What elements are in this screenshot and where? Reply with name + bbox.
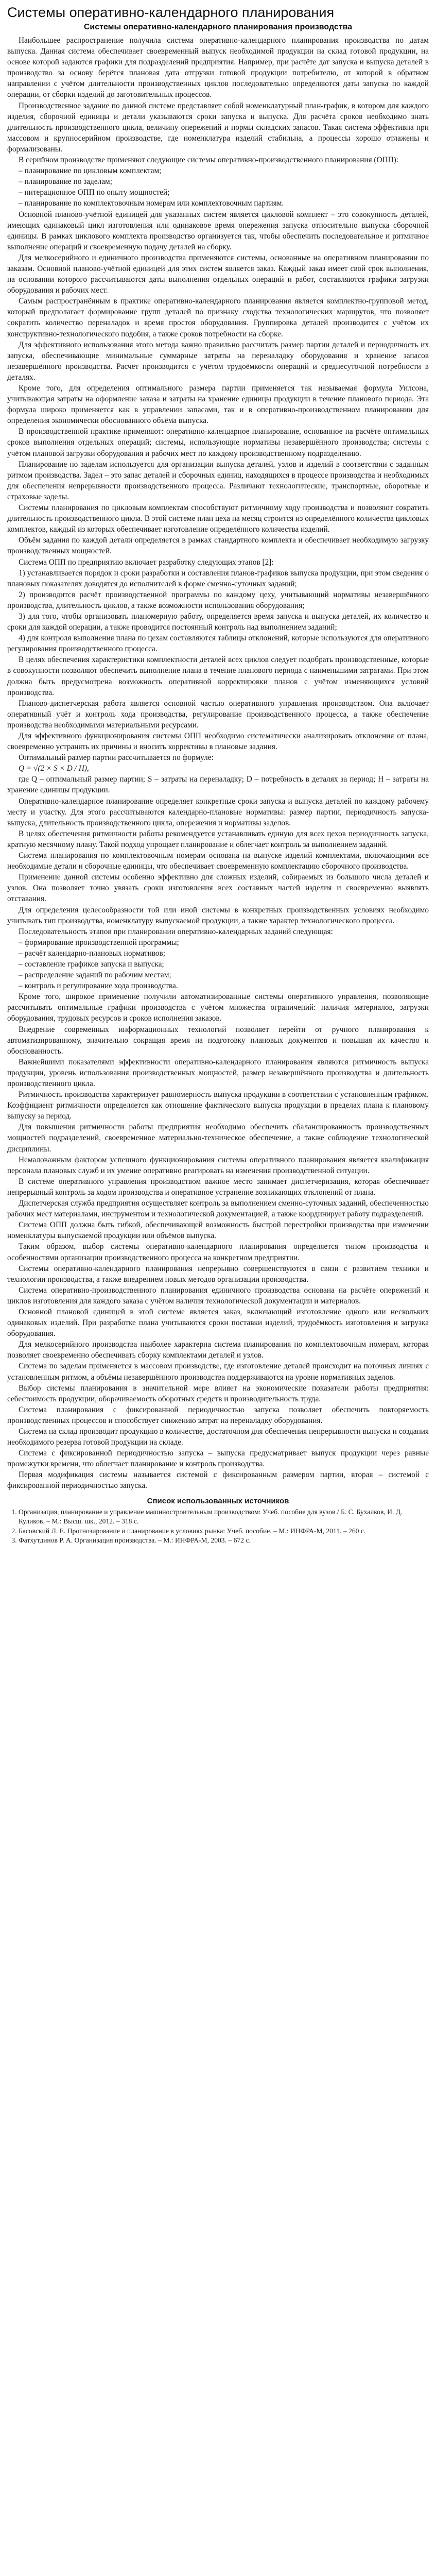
paragraph: В целях обеспечения ритмичности работы рекомендуется устанавливать единую для всех цехов периодичность запуска, кратную месячному плану. Такой подход упрощает планирование и облегчает контроль за выполнением заданий. <box>7 829 429 849</box>
list-item: 1) устанавливается порядок и сроки разработки и составления планов-графиков выпуска продукции, при этом сведения о плановых показателях доводятся до исполнителей в форме сменно-суточных заданий; <box>7 568 429 588</box>
paragraph: Выбор системы планирования в значительной мере влияет на экономические показатели работы предприятия: себестоимость продукции, оборачиваемость оборотных средств и производительность труда. <box>7 1383 429 1403</box>
list-item: – планирование по цикловым комплектам; <box>19 166 162 176</box>
list-item: – формирование производственной программы; <box>19 938 179 947</box>
paragraph: Кроме того, для определения оптимального размера партии применяется так называемая формула Уилсона, учитывающая затраты на оформление заказа и затраты на хранение единицы продукции в течение планового периода. Эта формула широко применяется как в управлении запасами, так и в оперативно-производственном планировании для определения экономически обоснованного объёма выпуска. <box>7 384 429 426</box>
paragraph: Система планирования с фиксированной периодичностью запуска позволяет обеспечить повторяемость производственных процессов и способствует снижению затрат на переналадку оборудования. <box>7 1405 429 1425</box>
paragraph: Основной планово-учётной единицей для указанных систем является цикловой комплект – это совокупность деталей, имеющих одинаковый цикл изготовления или одинаковое время опережения запуска относительно выпуска сборочной единицы. В рамках циклового комплекта производство организуется так, чтобы обеспечить последовательное и ритмичное выполнение операций и своевременную подачу деталей на сборку. <box>7 210 429 251</box>
list-item: – распределение заданий по рабочим местам; <box>19 971 171 980</box>
paragraph: Планово-диспетчерская работа является основной частью оперативного управления производством. Она включает оперативный учёт и контроль хода производства, регулирование производственного процесса, а также обеспечение производства необходимыми материальными ресурсами. <box>7 699 429 730</box>
paragraph: Система ОПП по предприятию включает разработку следующих этапов [2]: <box>19 557 274 567</box>
article-body <box>7 35 429 1492</box>
paragraph: Производственное задание по данной системе представляет собой номенклатурный план-график, в котором для каждого изделия, сборочной единицы и детали указываются сроки запуска и выпуска. Для расчёта сроков необходимо знать длительность производственного цикла, величину опережений и нормы складских запасов. Такая система эффективна при массовом и крупносерийном производстве, где номенклатура изделий стабильна, а процессы хорошо отлажены и формализованы. <box>7 101 429 154</box>
list-item: 4) для контроля выполнения плана по цехам составляются таблицы отклонений, которые используются для оперативного регулирования производственного процесса. <box>7 634 429 654</box>
paragraph: Для эффективного использования этого метода важно правильно рассчитать размер партии деталей и периодичность их запуска, обеспечивающие минимальные суммарные затраты на переналадку оборудования и хранение запасов незавершённого производства. Расчёт производится с учётом трудоёмкости операций и среднесуточной потребности в деталях. <box>7 340 429 382</box>
list-item: 2) производится расчёт производственной программы по каждому цеху, учитывающий нормативы незавершённого производства, длительность циклов, а также возможности использования оборудования; <box>7 590 429 610</box>
paragraph: В производственной практике применяют: оперативно-календарное планирование, основанное на расчёте оптимальных сроков выполнения отдельных операций; системы, использующие нормативы незавершённого производства; системы с учётом плановой загрузки оборудования и рабочих мест по каждому производственному подразделению. <box>7 427 429 458</box>
paragraph: Система оперативно-производственного планирования единичного производства основана на расчёте опережений и циклов изготовления для каждого заказа с учётом наличия технологической документации и материалов. <box>7 1285 429 1306</box>
paragraph: Оптимальный размер партии рассчитывается по формуле: <box>19 753 214 762</box>
reference-item: 3. Фатхутдинов Р. А. Организация производства. – М.: ИНФРА-М, 2003. – 672 с. <box>19 1536 429 1546</box>
list-item: – планирование по комплектовочным номерам или комплектовочным партиям. <box>19 199 284 208</box>
paragraph: Системы оперативно-календарного планирования непрерывно совершенствуются в связи с развитием техники и технологии производства, а также внедрением новых методов организации производства. <box>7 1264 429 1284</box>
paragraph: Важнейшими показателями эффективности оперативно-календарного планирования являются ритмичность выпуска продукции, уровень использования производственных мощностей, размер незавершённого производства и длительность производственного цикла. <box>7 1057 429 1088</box>
paragraph: Ритмичность производства характеризует равномерность выпуска продукции в соответствии с установленным графиком. Коэффициент ритмичности определяется как отношение фактического выпуска продукции в пределах плана к плановому выпуску за период. <box>7 1090 429 1121</box>
paragraph: Немаловажным фактором успешного функционирования системы оперативного планирования является квалификация персонала плановых служб и их умение оперативно реагировать на изменения производственной ситуации. <box>7 1155 429 1175</box>
paragraph: Применение данной системы особенно эффективно для сложных изделий, собираемых из большого числа деталей и узлов. Она позволяет точно увязать сроки изготовления всех составных частей изделия и своевременно выявлять отставания. <box>7 873 429 904</box>
paragraph: Системы планирования по цикловым комплектам способствуют ритмичному ходу производства и позволяют сократить длительность производственного цикла. В этой системе план цеха на месяц строится из определённого количества цикловых комплектов, каждый из которых обеспечивает изготовление определённого количества изделий. <box>7 503 429 534</box>
paragraph: Наибольшее распространение получила система оперативно-календарного планирования производства по датам выпуска. Данная система обеспечивает своевременный выпуск необходимой продукции на склад готовой продукции, на основе которой задаются графики для подразделений предприятия. Например, при расчёте дат запуска и выпуска деталей в производство за основу берётся плановая дата отгрузки готовой продукции потребителю, от которой в обратном направлении с учётом длительности производственных циклов последовательно определяются даты запуска по каждой операции, от сборки изделий до заготовительных процессов. <box>7 36 429 99</box>
paragraph: Система с фиксированной периодичностью запуска – выпуска предусматривает выпуск продукции через равные промежутки времени, что облегчает планирование и контроль производства. <box>7 1449 429 1469</box>
references-section <box>7 1497 429 1546</box>
reference-item: 2. Басовский Л. Е. Прогнозирование и планирование в условиях рынка: Учеб. пособие. – М.: ИНФРА-М, 2011. – 260 с. <box>19 1527 429 1536</box>
section-title: Системы оперативно-календарного планирования производства <box>83 23 353 31</box>
reference-item: 1. Организация, планирование и управление машиностроительным производством: Учеб. пособие для вузов / Б. С. Бухалков, И. Д. Куликов. – М.: Высш. шк., 2012. – 318 с. <box>19 1507 429 1527</box>
paragraph: Таким образом, выбор системы оперативно-календарного планирования определяется типом производства и особенностями организации производственного процесса на конкретном предприятии. <box>7 1242 429 1262</box>
paragraph: Для мелкосерийного и единичного производства применяются системы, основанные на оперативном планировании по заказам. Основной планово-учётной единицей для этих систем является заказ. Каждый заказ имеет свой срок выполнения, на основании которого рассчитываются даты выполнения отдельных операций и работ, составляются графики загрузки оборудования и рабочих мест. <box>7 253 429 295</box>
paragraph: Объём задания по каждой детали определяется в рамках стандартного комплекта и обеспечивает необходимую загрузку производственных мощностей. <box>7 536 429 556</box>
paragraph: Для мелкосерийного производства наиболее характерна система планирования по комплектовочным номерам, которая позволяет своевременно обеспечивать сборку комплектами деталей и узлов. <box>7 1340 429 1360</box>
references-list <box>7 1507 429 1546</box>
paragraph: Оперативно-календарное планирование определяет конкретные сроки запуска и выпуска деталей по каждому рабочему месту и участку. Для этого рассчитываются календарно-плановые нормативы: размер партии, периодичность запуска-выпуска, длительность производственного цикла, опережения и нормативы заделов. <box>7 796 429 827</box>
paragraph: Для эффективного функционирования системы ОПП необходимо систематически анализировать отклонения от плана, своевременно устранять их причины и вносить коррективы в плановые задания. <box>7 732 429 752</box>
paragraph: Система ОПП должна быть гибкой, обеспечивающей возможность быстрой перестройки производства при изменении номенклатуры выпускаемой продукции или объёмов выпуска. <box>7 1221 429 1241</box>
paragraph: В системе оперативного управления производством важное место занимает диспетчеризация, которая обеспечивает непрерывный контроль за ходом производства и оперативное устранение возникающих отклонений от плана. <box>7 1177 429 1197</box>
page-title: Системы оперативно-календарного планирования <box>7 5 335 20</box>
paragraph: Система планирования по комплектовочным номерам основана на выпуске изделий комплектами, включающими все необходимые детали и сборочные единицы, что обеспечивает своевременную комплектацию сборочного производства. <box>7 851 429 871</box>
references-heading: Список использованных источников <box>147 1496 289 1505</box>
paragraph: В серийном производстве применяют следующие системы оперативно-производственного планирования (ОПП): <box>19 156 399 165</box>
list-item: – нитерационное ОПП по опыту мощностей; <box>19 188 170 197</box>
paragraph: Последовательность этапов при планировании оперативно-календарных заданий следующая: <box>19 927 333 936</box>
list-item: – составление графиков запуска и выпуска; <box>19 959 164 969</box>
paragraph: Система по заделам применяется в массовом производстве, где изготовление деталей происходит на поточных линиях с установленным ритмом, а объёмы незавершённого производства поддерживаются на уровне нормативных заделов. <box>7 1362 429 1382</box>
paragraph: Первая модификация системы называется системой с фиксированным размером партии, вторая – системой с фиксированной периодичностью запуска. <box>7 1470 429 1490</box>
paragraph: Диспетчерская служба предприятия осуществляет контроль за выполнением сменно-суточных заданий, обеспеченностью рабочих мест материалами, инструментом и технологической документацией, а также координирует работу подразделений. <box>7 1199 429 1219</box>
paragraph: Основной плановой единицей в этой системе является заказ, включающий изготовление одного или нескольких одинаковых изделий. При разработке плана учитываются сроки поставки изделий, трудоёмкость изготовления и загрузка оборудования. <box>7 1307 429 1338</box>
paragraph: Система на склад производит продукцию в количестве, достаточном для обеспечения непрерывности выпуска и создания необходимого резерва готовой продукции на складе. <box>7 1427 429 1447</box>
paragraph: Самым распространённым в практике оперативно-календарного планирования является комплектно-групповой метод, который предполагает формирование групп деталей по признаку сходства технологических маршрутов, что позволяет сократить количество переналадок и время простоя оборудования. Группировка деталей производится с учётом их конструктивно-технологического подобия, а также сроков потребности на сборке. <box>7 297 429 338</box>
paragraph: Внедрение современных информационных технологий позволяет перейти от ручного планирования к автоматизированному, значительно сокращая время на подготовку плановых документов и повышая их качество и обоснованность. <box>7 1025 429 1056</box>
list-item: – контроль и регулирование хода производства. <box>19 981 178 991</box>
paragraph: Кроме того, широкое применение получили автоматизированные системы оперативного управления, позволяющие рассчитывать оптимальные графики производства с учётом множества ограничений: наличия материалов, загрузки оборудования, трудовых ресурсов и сроков исполнения заказов. <box>7 992 429 1023</box>
list-item: – планирование по заделам; <box>19 177 112 187</box>
list-item: – расчёт календарно-плановых нормативов; <box>19 948 166 958</box>
paragraph: В целях обеспечения характеристики комплектности деталей всех циклов следует подобрать производственные, которые в совокупности позволяют обеспечить выполнение плана в течение планового периода с наименьшими затратами. При этом должна быть предусмотрена возможность оперативной корректировки планов с учётом изменяющихся условий производства. <box>7 655 429 697</box>
paragraph: Для повышения ритмичности работы предприятия необходимо обеспечить сбалансированность производственных мощностей подразделений, своевременное материально-техническое обеспечение, а также соблюдение технологической дисциплины. <box>7 1123 429 1154</box>
paragraph: Для определения целесообразности той или иной системы в конкретных производственных условиях необходимо учитывать тип производства, номенклатуру выпускаемой продукции, а также характер технологического процесса. <box>7 905 429 925</box>
list-item: 3) для того, чтобы организовать планомерную работу, определяется время запуска и выпуска деталей, их количество и сроки для каждой операции, а также проводится постоянный контроль над выполнением заданий; <box>7 612 429 632</box>
paragraph: Планирование по заделам используется для организации выпуска деталей, узлов и изделий в соответствии с заданным ритмом производства. Задел – это запас деталей и сборочных единиц, находящихся в процессе производства и необходимых для обеспечения непрерывности производственного процесса. Различают технологические, транспортные, оборотные и страховые заделы. <box>7 460 429 501</box>
formula: Q = √(2 × S × D / H), <box>19 764 89 773</box>
formula-legend: где Q – оптимальный размер партии; S – затраты на переналадку; D – потребность в деталях за период; H – затраты на хранение единицы продукции. <box>7 775 429 795</box>
